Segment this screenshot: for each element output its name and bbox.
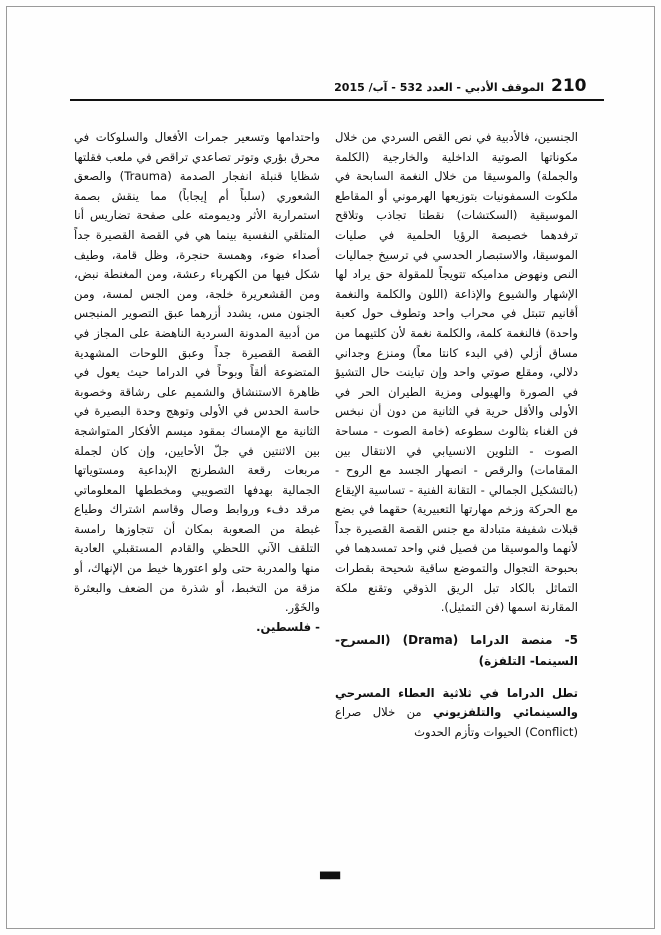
right-column	[335, 128, 578, 743]
spacer	[335, 618, 578, 630]
body-paragraph: الجنسين، فالأدبية في نص القص السردي من خلال مكوناتها الصوتية الداخلية والخارجية (الكلمة والجملة) والموسيقا من خلال النغمة السابحة في ملكوت السمفونيات بتوزيعها الهرموني أو المقاطع الموسيقية (السكتشات) نقطتا تجاذب وتلاقح ترفدهما خصيصة الرؤيا الحلمية في صليات الموسيقا، والاستبصار الحدسي في ترسيخ جماليات النص ونهوض مداميكه تتويجاً للمقولة حق يراد لها الإشهار والشيوع والإذاعة (اللون والكلمة والنغمة أقانيم تتبتل في محراب واحد وتطوف حول كعبة واحدة) فالنغمة كلمة، والكلمة نغمة لأن كلتيهما من مساق أزلي (في البدء كانتا معاً) ومنزع وجداني دلالي، ومقلع صوتي واحد وإن تباينت حال التشيؤ في الصورة والهيولى ومزية الطيران الحر في الأولى والأقل حرية في الثانية من دون أن نبخس فن الغناء بثالوث سطوعه (خامة الصوت - مساحة الصوت - التلوين الانسيابي في الانتقال بين المقامات) والرقص - انصهار الجسد مع الروح - (بالتشكيل الجمالي - التقانة الفنية - تساسية الإيقاع مع الحركة وزخم مهارتها التعبيرية) حقهما في بضع قبلات شفيفة متبادلة مع جنس القصة القصيرة جداً لأنهما والموسيقا من فصيل فني واحد تمسدهما في بحبوحة التجوال والتموضع ساقية شحيحة بقطرات التماثل بالكاد تبل الريق الذوقي وتقنع ملكة المقارنة اسمها (فن التمثيل).	[335, 130, 578, 615]
section-intro	[335, 684, 578, 743]
spacer	[335, 672, 578, 684]
author-location: - فلسطين.	[256, 619, 320, 634]
left-column	[74, 128, 320, 637]
page-number: 210	[551, 76, 587, 96]
section-intro-strong: تطل الدراما في ثلاثية العطاء المسرحي والسينمائي والتلفزيوني	[335, 685, 579, 720]
running-header: الموقف الأدبي - العدد 532 - آب/ 2015	[334, 81, 544, 94]
body-paragraph: واحتدامها وتسعير جمرات الأفعال والسلوكات في محرق بؤري وتوتر تصاعدي تراقص في ملعب فقلتها شظايا قنبلة انفجار الصدمة (Trauma) والصعق الشعوري (سلباً أم إيجاباً) مما ينقش بصمة استمرارية الأثر وديمومته على صفحة تضاريس أنا المتلقي النفسية بينما هي في القصة القصيرة جداً أصداء ضوء، وهمسة حنجرة، وظل قامة، وطيف شكل فيها من الكهرباء رعشة، ومن المغنطة نبض، ومن القشعريرة خلجة، ومن الجس لمسة، ومن الجنون مس، يشدد أزرهما عبق التصوير المنبجس من أدبية المدونة السردية الناهضة على المجاز في القصة القصيرة جداً وعبق اللوحات المشهدية المتضوعة ألقاً وبوحاً في الدراما حيث يعول في ظاهرة الاستنشاق والشميم على رشاقة وخصوبة حاسة الحدس في الأولى وتوهج وحدة البصيرة في الثانية مع الإمساك بمقود ميسم الأفكار المتواشجة بين الاثنتين في جلّ الأحايين، وإن كان لجملة مربعات رقعة الشطرنج الإبداعية ومستوياتها الجمالية بهدفها التصويبي ومخططها المعلوماتي مرقد دفء وروابط وصال وقاسم اشتراك وطياع غبطة من الصعوبة بمكان أن تتجاوزها رامسة التلقف الآني اللحظي والقادم المستقبلي العادية منها والمدربة حتى ولو اعتورها خيط من الإنهاك، أو مزقة من التخبط، أو شذرة من الضعف والبعثرة والخَوْر.	[74, 130, 320, 615]
footer-ornament: ▄▄	[320, 865, 340, 880]
section-intro-rest: من خلال صراع (Conflict) الحيوات وتأزم الحدوث	[335, 705, 578, 740]
header-rule	[70, 99, 604, 101]
section-heading: 5- منصة الدراما (Drama) (المسرح- السينما- التلفزة)	[335, 632, 578, 668]
